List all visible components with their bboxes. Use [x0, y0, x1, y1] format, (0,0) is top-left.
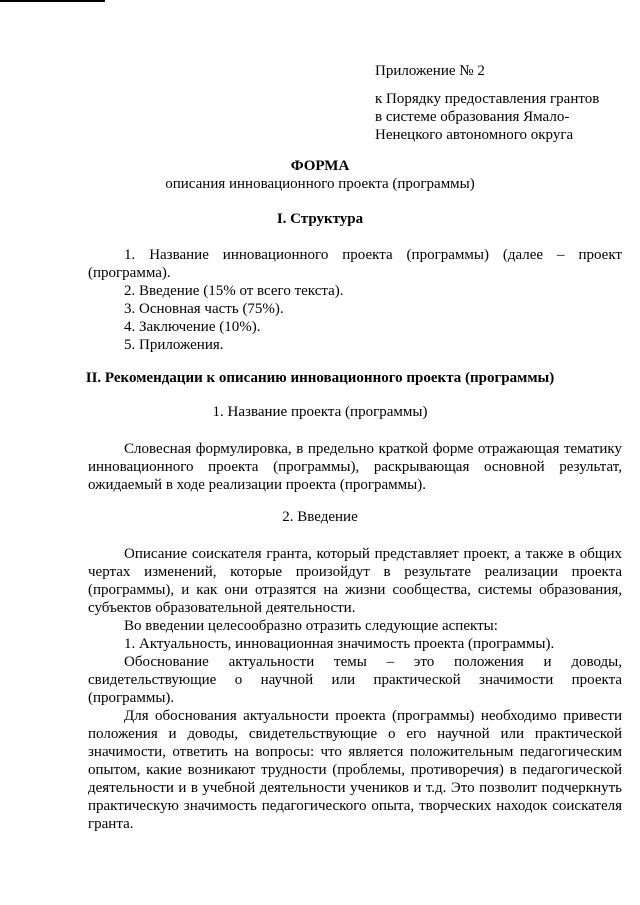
justification-line-2: свидетельствующие о научной или практической значимости проекта: [88, 672, 622, 688]
appendix-ref-line-3: Ненецкого автономного округа: [375, 127, 574, 143]
structure-item-3: 3. Основная часть (75%).: [124, 301, 284, 317]
appendix-ref-line-1: к Порядку предоставления грантов: [375, 91, 600, 107]
structure-item-4: 4. Заключение (10%).: [124, 319, 261, 335]
justification-line-3: (программы).: [88, 690, 175, 706]
top-rule: [0, 0, 105, 2]
justification-line-1: Обоснование актуальности темы – это положения и доводы,: [124, 654, 622, 670]
paragraph-project-name: Словесная формулировка, в предельно краткой форме отражающая тематику инновационного проекта (программы), раскрывающая основной результат, ожидаемый в ходе реализации проекта (программы).: [88, 441, 622, 493]
appendix-ref-line-2: в системе образования Ямало-: [375, 109, 570, 125]
paragraph-relevance: 1. Актуальность, инновационная значимость проекта (программы).: [124, 636, 555, 652]
subsection-1-heading: 1. Название проекта (программы): [212, 404, 428, 420]
paragraph-aspects: Во введении целесообразно отразить следующие аспекты:: [124, 618, 498, 634]
section-1-heading: I. Структура: [276, 211, 364, 227]
appendix-reference: [375, 90, 625, 144]
subsection-2-heading: 2. Введение: [282, 509, 358, 525]
form-subtitle: описания инновационного проекта (программы): [165, 176, 475, 192]
form-title: ФОРМА: [290, 158, 350, 174]
structure-item-5: 5. Приложения.: [124, 337, 224, 353]
paragraph-introduction: Описание соискателя гранта, который представляет проект, а также в общих чертах изменений, которые произойдут в результате реализации проекта (программы), и как они отразятся на жизни сообщества, системы образования, субъектов образовательной деятельности.: [88, 546, 622, 616]
appendix-number: Приложение № 2: [375, 63, 485, 79]
structure-item-1a: 1. Название инновационного проекта (программы) (далее – проект: [124, 247, 622, 263]
structure-item-2: 2. Введение (15% от всего текста).: [124, 283, 344, 299]
section-2-heading: II. Рекомендации к описанию инновационного проекта (программы): [85, 370, 555, 386]
paragraph-relevance-details: Для обоснования актуальности проекта (программы) необходимо привести положения и доводы, свидетельствующие о его научной или практической значимости, ответить на вопросы: что является положительным педагогическим опытом, какие возникают трудности (проблемы, противоречия) в педагогической деятельности и в учебной деятельности учеников и т.д. Это позволит подчеркнуть практическую значимость педагогического опыта, творческих находок соискателя гранта.: [88, 708, 622, 832]
structure-item-1b: (программа).: [88, 265, 171, 281]
